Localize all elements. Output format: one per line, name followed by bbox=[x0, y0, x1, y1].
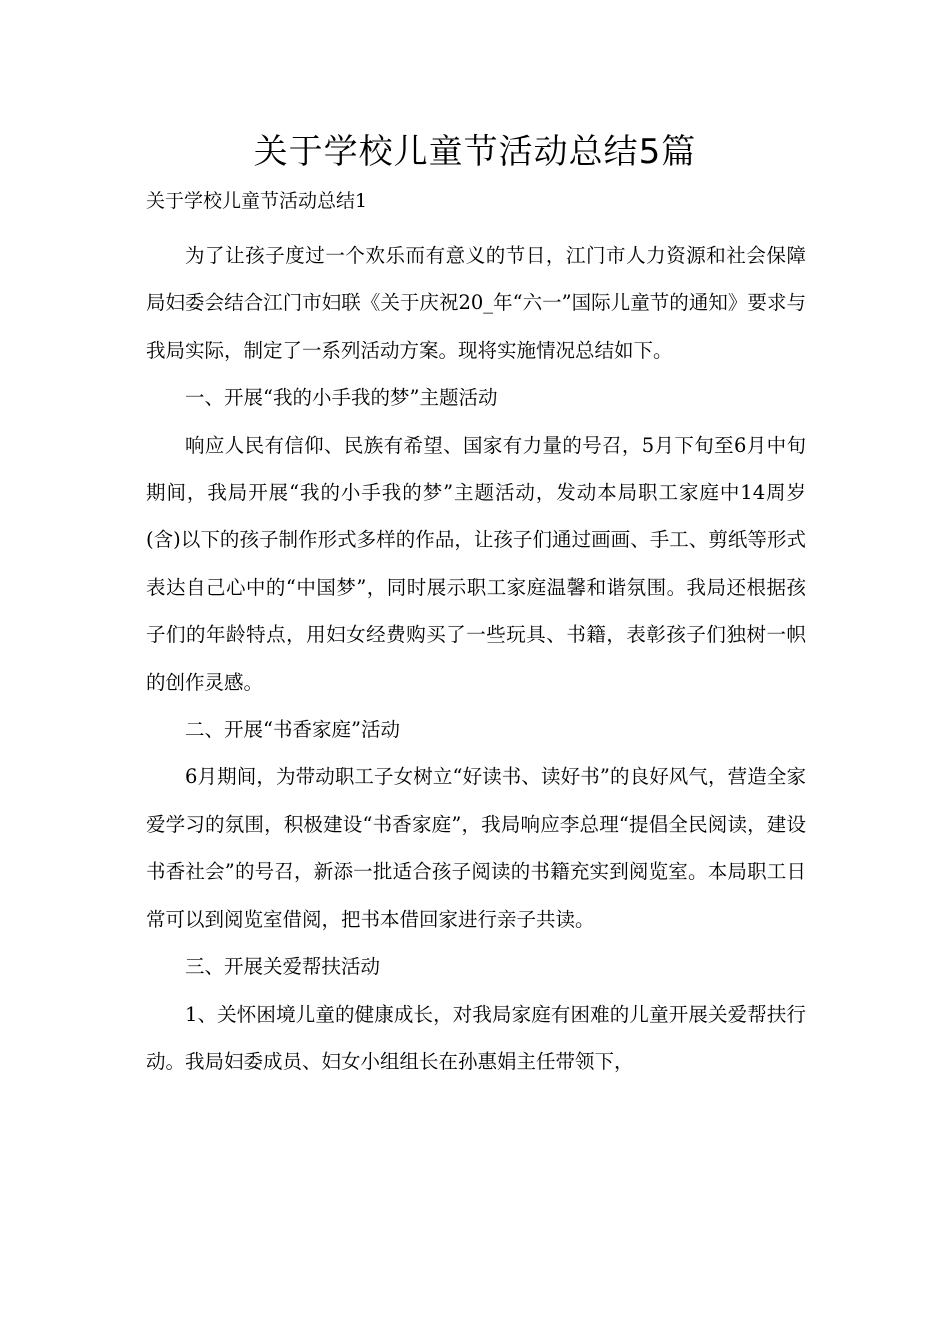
section-2-paragraph: 6月期间，为带动职工子女树立“好读书、读好书”的良好风气，营造全家爱学习的氛围，积极建设“书香家庭”，我局响应李总理“提倡全民阅读，建设书香社会”的号召，新添一批适合孩子阅读的书籍充实到阅览室。本局职工日常可以到阅览室借阅，把书本借回家进行亲子共读。 bbox=[146, 765, 806, 931]
document-subtitle: 关于学校儿童节活动总结1 bbox=[146, 190, 368, 212]
section-heading-1: 一、开展“我的小手我的梦”主题活动 bbox=[185, 386, 498, 410]
section-heading-2: 二、开展“书香家庭”活动 bbox=[185, 718, 400, 742]
intro-paragraph: 为了让孩子度过一个欢乐而有意义的节日，江门市人力资源和社会保障局妇委会结合江门市妇联《关于庆祝20_年“六一”国际儿童节的通知》要求与我局实际，制定了一系列活动方案。现将实施情况总结如下。 bbox=[146, 244, 806, 362]
document-body bbox=[146, 232, 806, 1085]
section-3-paragraph: 1、关怀困境儿童的健康成长，对我局家庭有困难的儿童开展关爱帮扶行动。我局妇委成员、妇女小组组长在孙惠娟主任带领下， bbox=[146, 1002, 806, 1073]
document-title: 关于学校儿童节活动总结5篇 bbox=[253, 132, 697, 172]
section-heading-3: 三、开展关爱帮扶活动 bbox=[185, 955, 381, 979]
section-1-paragraph: 响应人民有信仰、民族有希望、国家有力量的号召，5月下旬至6月中旬期间，我局开展“我的小手我的梦”主题活动，发动本局职工家庭中14周岁(含)以下的孩子制作形式多样的作品，让孩子们通过画画、手工、剪纸等形式表达自己心中的“中国梦”，同时展示职工家庭温馨和谐氛围。我局还根据孩子们的年龄特点，用妇女经费购买了一些玩具、书籍，表彰孩子们独树一帜的创作灵感。 bbox=[146, 433, 806, 694]
